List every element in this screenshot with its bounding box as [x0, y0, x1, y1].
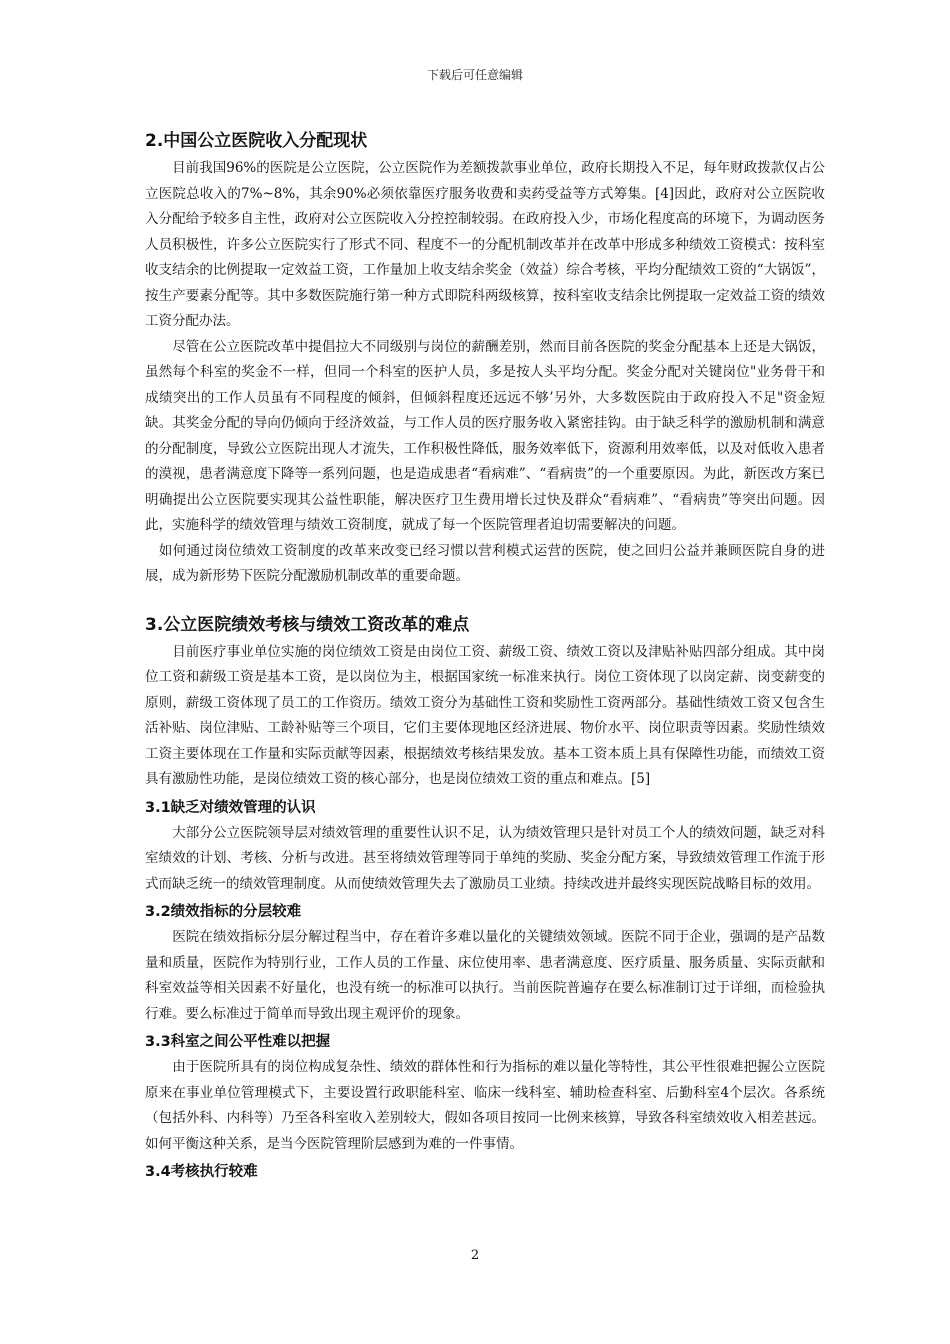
section-3-title: 3.公立医院绩效考核与绩效工资改革的难点	[145, 614, 470, 635]
subsection-3-2-text: 医院在绩效指标分层分解过程当中，存在着许多难以量化的关键绩效领域。医院不同于企业，强调的是产品数量和质量，医院作为特别行业，工作人员的工作量、床位使用率、患者满意度、医疗质量、服务质量、实际贡献和科室效益等相关因素不好量化，也没有统一的标准可以执行。当前医院普遍存在要么标准制订过于详细，而检验执行难。要么标准过于简单而导致出现主观评价的现象。	[145, 929, 825, 1022]
section-2-title: 2.中国公立医院收入分配现状	[145, 131, 368, 151]
subsection-3-3-text: 由于医院所具有的岗位构成复杂性、绩效的群体性和行为指标的难以量化等特性，其公平性很难把握公立医院原来在事业单位管理模式下，主要设置行政职能科室、临床一线科室、辅助检查科室、后勤科室4个层次。各系统（包括外科、内科等）乃至各科室收入差别较大，假如各项目按同一比例来核算，导致各科室绩效收入相差甚远。如何平衡这种关系，是当今医院管理阶层感到为难的一件事情。	[145, 1059, 825, 1152]
subsection-3-3-title: 3.3科室之间公平性难以把握	[145, 1034, 331, 1050]
subsection-3-2-title: 3.2绩效指标的分层较难	[145, 904, 302, 920]
subsection-3-4-title: 3.4考核执行较难	[145, 1164, 258, 1180]
section-2-paragraph-2: 尽管在公立医院改革中提倡拉大不同级别与岗位的薪酬差别，然而目前各医院的奖金分配基本上还是大锅饭，虽然每个科室的奖金不一样，但同一个科室的医护人员，多是按人头平均分配。奖金分配对关键岗位"业务骨干和成绩突出的工作人员虽有不同程度的倾斜，但倾斜程度还远远不够’另外，大多数医院由于政府投入不足"资金短缺。其奖金分配的导向仍倾向于经济效益，与工作人员的医疗服务收入紧密挂钩。由于缺乏科学的激励机制和满意的分配制度，导致公立医院出现人才流失，工作积极性降低，服务效率低下，资源利用效率低，以及对低收入患者的漠视，患者满意度下降等一系列问题，也是造成患者“看病难”、“看病贵”的一个重要原因。为此，新医改方案已明确提出公立医院要实现其公益性职能，解决医疗卫生费用增长过快及群众“看病难”、“看病贵”等突出问题。因此，实施科学的绩效管理与绩效工资制度，就成了每一个医院管理者迫切需要解决的问题。	[145, 338, 825, 533]
section-3-paragraph-1: 目前医疗事业单位实施的岗位绩效工资是由岗位工资、薪级工资、绩效工资以及津贴补贴四部分组成。其中岗位工资和薪级工资是基本工资，是以岗位为主，根据国家统一标准来执行。岗位工资体现了以岗定薪、岗变薪变的原则，薪级工资体现了员工的工作资历。绩效工资分为基础性工资和奖励性工资两部分。基础性绩效工资又包含生活补贴、岗位津贴、工龄补贴等三个项目，它们主要体现地区经济进展、物价水平、岗位职责等因素。奖励性绩效工资主要体现在工作量和实际贡献等因素，根据绩效考核结果发放。基本工资本质上具有保障性功能，而绩效工资具有激励性功能，是岗位绩效工资的核心部分，也是岗位绩效工资的重点和难点。[5]	[145, 643, 825, 787]
section-2-paragraph-1: 目前我国96%的医院是公立医院，公立医院作为差额拨款事业单位，政府长期投入不足，每年财政拨款仅占公立医院总收入的7%~8%，其余90%必须依靠医疗服务收费和卖药受益等方式筹集。[4]因此，政府对公立医院收入分配给予较多自主性，政府对公立医院收入分控控制较弱。在政府投入少，市场化程度高的环境下，为调动医务人员积极性，许多公立医院实行了形式不同、程度不一的分配机制改革并在改革中形成多种绩效工资模式：按科室收支结余的比例提取一定效益工资，工作量加上收支结余奖金（效益）综合考核，平均分配绩效工资的“大锅饭”，按生产要素分配等。其中多数医院施行第一种方式即院科两级核算，按科室收支结余比例提取一定效益工资的绩效工资分配办法。	[145, 160, 825, 329]
page-header: 下载后可任意编辑	[426, 68, 523, 82]
subsection-3-1-text: 大部分公立医院领导层对绩效管理的重要性认识不足，认为绩效管理只是针对员工个人的绩效问题，缺乏对科室绩效的计划、考核、分析与改进。甚至将绩效管理等同于单纯的奖励、奖金分配方案，导致绩效管理工作流于形式而缺乏统一的绩效管理制度。从而使绩效管理失去了激励员工业绩。持续改进并最终实现医院战略目标的效用。	[145, 824, 825, 892]
page-number: 2	[470, 1248, 480, 1263]
subsection-3-1-title: 3.1缺乏对绩效管理的认识	[145, 799, 316, 816]
page-content	[145, 122, 825, 1185]
section-2-paragraph-3: 如何通过岗位绩效工资制度的改革来改变已经习惯以营利模式运营的医院，使之回归公益并兼顾医院自身的进展，成为新形势下医院分配激励机制改革的重要命题。	[145, 542, 825, 584]
